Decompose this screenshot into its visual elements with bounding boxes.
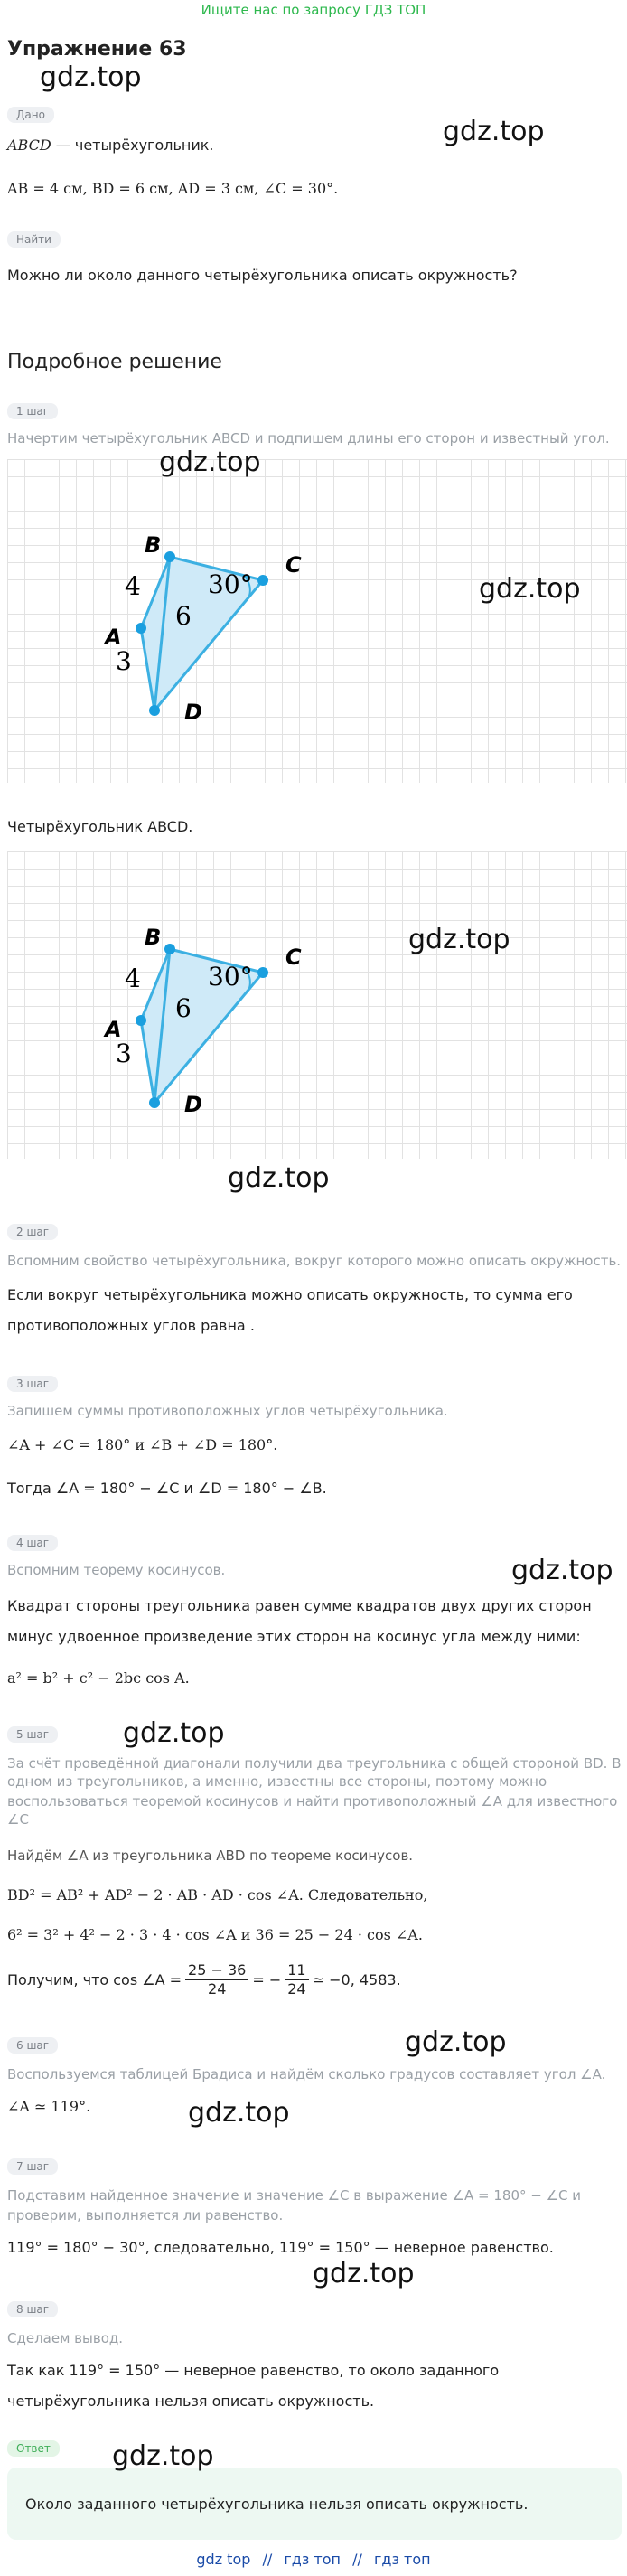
cos-prefix: Получим, что cos ∠A = — [7, 1970, 182, 1988]
step-line: Если вокруг четырёхугольника можно описать окружность, то сумма его — [7, 1286, 573, 1303]
watermark: gdz.top — [40, 61, 142, 93]
footer-link[interactable]: гдз топ — [284, 2551, 341, 2568]
exercise-title: Упражнение 63 — [7, 38, 187, 61]
step-badge: 6 шаг — [7, 2037, 58, 2054]
step-badge: 4 шаг — [7, 1535, 58, 1551]
step-badge: 3 шаг — [7, 1376, 58, 1392]
watermark: gdz.top — [123, 1717, 225, 1749]
step-line: ∠A ≃ 119°. — [7, 2098, 91, 2115]
step-line: 119° = 180° − 30°, следовательно, 119° = 150° — неверное равенство. — [7, 2239, 554, 2256]
cos-formula — [7, 1961, 401, 1998]
fraction-numerator: 25 − 36 — [185, 1961, 248, 1980]
step-text: одном из треугольников, а именно, известны все стороны, поэтому можно — [7, 1773, 547, 1790]
watermark: gdz.top — [228, 1162, 330, 1194]
find-question: Можно ли около данного четырёхугольника описать окружность? — [7, 267, 518, 284]
step-badge: 8 шаг — [7, 2301, 58, 2317]
watermark: gdz.top — [408, 924, 510, 955]
quad-caption: Четырёхугольник ABCD. — [7, 818, 193, 835]
step-line: противоположных углов равна . — [7, 1317, 255, 1334]
step-line: Квадрат стороны треугольника равен сумме квадратов двух других сторон — [7, 1597, 592, 1614]
watermark: gdz.top — [159, 447, 261, 478]
step-line: a² = b² + c² − 2bc cos A. — [7, 1669, 190, 1687]
quadrilateral-figure — [7, 851, 627, 1159]
step-text: ∠C — [7, 1811, 29, 1828]
side-ab-label: 4 — [125, 964, 141, 993]
given-line-1 — [7, 132, 214, 159]
step-line: 6² = 3² + 4² − 2 · 3 · 4 · cos ∠A и 36 = 25 − 24 · cos ∠A. — [7, 1926, 423, 1943]
watermark: gdz.top — [112, 2440, 214, 2472]
answer-text: Около заданного четырёхугольника нельзя описать окружность. — [25, 2496, 529, 2513]
answer-badge: Ответ — [7, 2440, 60, 2457]
step-text: За счёт проведённой диагонали получили два треугольника с общей стороной BD. В — [7, 1755, 622, 1772]
side-ab-label: 4 — [125, 571, 141, 601]
step-line: минус удвоенное произведение этих сторон на косинус угла между ними: — [7, 1628, 581, 1645]
step-text: Вспомним свойство четырёхугольника, вокруг которого можно описать окружность. — [7, 1253, 622, 1269]
given-line-2: AB = 4 см, BD = 6 см, AD = 3 см, ∠C = 30°. — [7, 180, 339, 197]
fraction — [185, 1961, 248, 1998]
step-text: Начертим четырёхугольник ABCD и подпишем длины его сторон и известный угол. — [7, 430, 610, 447]
fraction — [285, 1961, 308, 1998]
angle-c-label: 30° — [208, 569, 253, 599]
side-bd-label: 6 — [175, 601, 192, 631]
step-badge: 7 шаг — [7, 2158, 58, 2175]
step-text: Запишем суммы противоположных углов четырёхугольника. — [7, 1403, 448, 1419]
step-text: Подставим найденное значение и значение ∠C в выражение ∠A = 180° − ∠C и — [7, 2187, 582, 2204]
solution-title: Подробное решение — [7, 351, 222, 373]
watermark: gdz.top — [405, 2026, 507, 2058]
step-text: Воспользуемся таблицей Брадиса и найдём сколько градусов составляет угол ∠A. — [7, 2066, 606, 2082]
step-text: Найдём ∠A из треугольника ABD по теореме косинусов. — [7, 1847, 414, 1864]
quadrilateral-figure — [7, 459, 627, 783]
given-quad-name: ABCD — [7, 136, 51, 154]
side-ad-label: 3 — [116, 646, 132, 676]
given-quad-desc: — четырёхугольник. — [51, 136, 214, 154]
watermark: gdz.top — [479, 573, 581, 605]
fraction-denominator: 24 — [287, 1980, 306, 1998]
given-badge: Дано — [7, 107, 54, 123]
step-badge: 2 шаг — [7, 1224, 58, 1240]
side-ad-label: 3 — [116, 1039, 132, 1068]
step-line: Так как 119° = 150° — неверное равенство, то около заданного — [7, 2362, 500, 2379]
point-c-label: C — [285, 945, 302, 970]
point-b-label: B — [145, 532, 162, 558]
figure-grid — [7, 459, 627, 783]
step-line: четырёхугольника нельзя описать окружность. — [7, 2393, 375, 2410]
point-d-label: D — [184, 1092, 202, 1117]
footer-separator: // — [262, 2551, 273, 2568]
step-badge: 5 шаг — [7, 1726, 58, 1743]
step-badge: 1 шаг — [7, 403, 58, 419]
point-c-label: C — [285, 552, 302, 578]
footer-link[interactable]: gdz top — [196, 2551, 251, 2568]
angle-c-label: 30° — [208, 962, 253, 992]
step-text: Сделаем вывод. — [7, 2330, 124, 2346]
footer-separator: // — [352, 2551, 362, 2568]
find-badge: Найти — [7, 231, 61, 248]
figure-grid — [7, 851, 627, 1159]
watermark: gdz.top — [511, 1555, 613, 1586]
watermark: gdz.top — [188, 2097, 290, 2129]
fraction-denominator: 24 — [208, 1980, 227, 1998]
watermark: gdz.top — [313, 2258, 415, 2289]
point-a-label: A — [105, 1017, 122, 1042]
step-text: проверим, выполняется ли равенство. — [7, 2207, 284, 2223]
point-d-label: D — [184, 700, 202, 725]
step-line: ∠A + ∠C = 180° и ∠B + ∠D = 180°. — [7, 1436, 278, 1453]
fraction-numerator: 11 — [285, 1961, 308, 1980]
point-b-label: B — [145, 925, 162, 950]
step-line: BD² = AB² + AD² − 2 · AB · AD · cos ∠A. Следовательно, — [7, 1886, 428, 1904]
footer-link[interactable]: гдз тoп — [373, 2551, 431, 2568]
watermark: gdz.top — [443, 116, 545, 147]
step-text: Вспомним теорему косинусов. — [7, 1562, 226, 1578]
step-line: Тогда ∠A = 180° − ∠C и ∠D = 180° − ∠B. — [7, 1480, 327, 1497]
point-a-label: A — [105, 625, 122, 650]
footer-links — [0, 2551, 627, 2568]
top-banner[interactable]: Ищите нас по запросу ГДЗ ТОП — [201, 2, 426, 18]
equals-sign: = − — [252, 1970, 282, 1988]
step-text: воспользоваться теоремой косинусов и найти противоположный ∠A для известного — [7, 1793, 618, 1810]
cos-result: ≃ −0, 4583. — [312, 1970, 401, 1988]
side-bd-label: 6 — [175, 993, 192, 1023]
